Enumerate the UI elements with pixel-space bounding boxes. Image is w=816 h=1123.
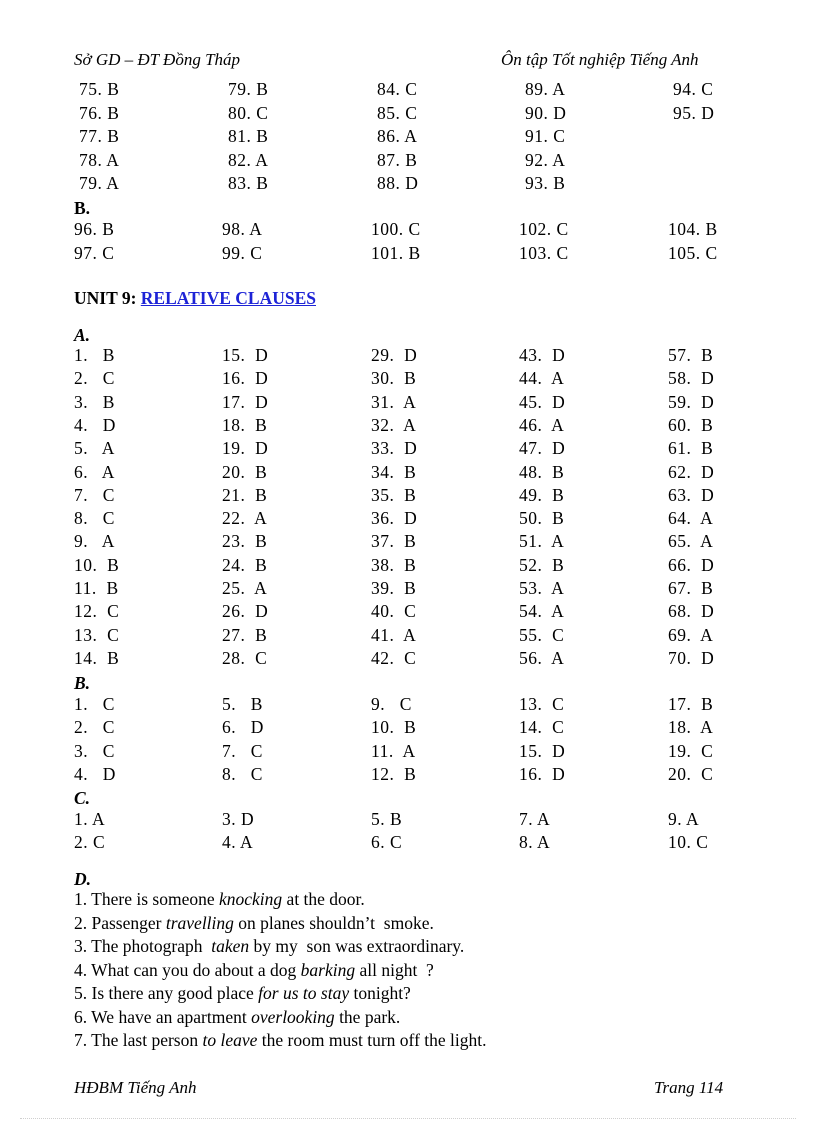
answer-cell: 67. B xyxy=(668,578,714,598)
answer-cell: 6. D xyxy=(222,717,264,738)
answer-cell: 22. A xyxy=(222,508,268,529)
answer-cell: 104. B xyxy=(668,219,718,239)
unit-heading xyxy=(74,288,316,309)
answer-cell: 41. A xyxy=(371,624,417,645)
answer-cell: 9. A xyxy=(668,809,700,829)
answer-cell: 37. B xyxy=(371,531,417,552)
answer-cell: 33. D xyxy=(371,438,418,459)
answer-cell: 79. A xyxy=(79,173,120,193)
answer-cell: 7. A xyxy=(519,809,551,829)
answer-cell: 5. A xyxy=(74,438,115,459)
answer-cell: 103. C xyxy=(519,242,569,263)
answer-cell: 23. B xyxy=(222,531,268,552)
answer-cell: 17. B xyxy=(668,694,714,714)
sentence-text: 7. The last person xyxy=(74,1030,203,1050)
answer-cell: 1. A xyxy=(74,809,106,829)
answer-cell: 88. D xyxy=(377,173,419,193)
relative-clause-phrase: for us to stay xyxy=(258,983,350,1003)
answer-cell: 8. A xyxy=(519,832,551,853)
answer-cell: 29. D xyxy=(371,345,418,365)
answer-cell: 13. C xyxy=(519,694,565,714)
answer-cell: 39. B xyxy=(371,578,417,598)
header-right: Ôn tập Tốt nghiệp Tiếng Anh xyxy=(501,50,699,69)
example-sentence xyxy=(74,1029,487,1052)
sentence-text: 3. The photograph xyxy=(74,936,212,956)
answer-cell: 64. A xyxy=(668,508,714,529)
answer-cell: 36. D xyxy=(371,508,418,529)
answer-cell: 61. B xyxy=(668,438,714,459)
page-bottom-divider xyxy=(20,1118,796,1119)
sentence-text: on planes shouldn’t smoke. xyxy=(233,912,434,933)
sentence-text: 5. Is there any good place xyxy=(74,983,259,1003)
answer-cell: 91. C xyxy=(525,126,566,146)
answer-cell: 11. B xyxy=(74,578,119,598)
answer-cell: 14. B xyxy=(74,647,120,668)
answer-cell: 27. B xyxy=(222,624,268,645)
answer-cell: 84. C xyxy=(377,79,418,99)
answer-cell: 10. C xyxy=(668,832,709,853)
answer-cell: 56. A xyxy=(519,647,565,668)
answer-cell: 102. C xyxy=(519,219,569,239)
answer-cell: 92. A xyxy=(525,149,566,170)
answer-cell: 78. A xyxy=(79,149,120,170)
answer-cell: 47. D xyxy=(519,438,566,459)
answer-cell: 18. A xyxy=(668,717,714,738)
answer-cell: 32. A xyxy=(371,414,417,435)
answer-cell: 19. D xyxy=(222,438,269,459)
answer-cell: 94. C xyxy=(673,79,714,99)
answer-cell: 20. B xyxy=(222,461,268,482)
answer-cell: 24. B xyxy=(222,554,268,575)
answer-cell: 2. C xyxy=(74,717,115,738)
answer-cell: 35. B xyxy=(371,484,417,505)
answer-cell: 15. D xyxy=(519,740,566,761)
answer-cell: 59. D xyxy=(668,391,715,412)
relative-clause-phrase: to leave xyxy=(202,1030,258,1050)
answer-cell: 25. A xyxy=(222,578,268,598)
answer-cell: 90. D xyxy=(525,102,567,123)
answer-cell: 26. D xyxy=(222,601,269,622)
answer-cell: 12. C xyxy=(74,601,120,622)
sentence-text: the park. xyxy=(334,1006,401,1027)
answer-cell: 55. C xyxy=(519,624,565,645)
answer-cell: 7. C xyxy=(222,740,263,761)
sentence-text: by my son was extraordinary. xyxy=(249,936,465,956)
answer-cell: 44. A xyxy=(519,368,565,389)
answer-cell: 12. B xyxy=(371,763,417,784)
answer-cell: 76. B xyxy=(79,102,120,123)
example-sentence xyxy=(74,1006,400,1029)
answer-cell: 20. C xyxy=(668,763,714,784)
header-left: Sở GD – ĐT Đồng Tháp xyxy=(74,50,241,69)
answer-cell: 89. A xyxy=(525,79,566,99)
answer-cell: 9. C xyxy=(371,694,412,714)
answer-cell: 45. D xyxy=(519,391,566,412)
sentence-text: all night ? xyxy=(355,959,434,980)
answer-cell: 16. D xyxy=(222,368,269,389)
answer-cell: 9. A xyxy=(74,531,115,552)
answer-cell: 10. B xyxy=(74,554,120,575)
answer-cell: 13. C xyxy=(74,624,120,645)
answer-cell: 58. D xyxy=(668,368,715,389)
answer-cell: 40. C xyxy=(371,601,417,622)
answer-cell: 49. B xyxy=(519,484,565,505)
answer-cell: 82. A xyxy=(228,149,269,170)
unit-label: UNIT 9: xyxy=(74,288,137,308)
answer-cell: 6. A xyxy=(74,461,115,482)
answer-cell: 2. C xyxy=(74,832,106,853)
answer-cell: 65. A xyxy=(668,531,714,552)
answer-cell: 31. A xyxy=(371,391,417,412)
answer-cell: 53. A xyxy=(519,578,565,598)
example-sentence xyxy=(74,888,365,911)
answer-cell: 77. B xyxy=(79,126,120,146)
sentence-text: the room must turn off the light. xyxy=(257,1030,487,1050)
answer-cell: 2. C xyxy=(74,368,115,389)
answer-cell: 30. B xyxy=(371,368,417,389)
footer-left: HĐBM Tiếng Anh xyxy=(74,1078,197,1097)
example-sentence xyxy=(74,959,434,982)
answer-cell: 8. C xyxy=(222,763,263,784)
answer-cell: 100. C xyxy=(371,219,421,239)
relative-clause-phrase: taken xyxy=(211,936,250,956)
example-sentence xyxy=(74,982,411,1005)
answer-cell: 62. D xyxy=(668,461,715,482)
answer-cell: 42. C xyxy=(371,647,417,668)
answer-cell: 54. A xyxy=(519,601,565,622)
answer-cell: 4. D xyxy=(74,414,116,435)
answer-cell: 75. B xyxy=(79,79,120,99)
answer-cell: 14. C xyxy=(519,717,565,738)
answer-cell: 101. B xyxy=(371,242,421,263)
section-b-label: B. xyxy=(74,673,91,693)
answer-cell: 43. D xyxy=(519,345,566,365)
answer-cell: 98. A xyxy=(222,219,263,239)
answer-cell: 3. B xyxy=(74,391,115,412)
relative-clauses-link[interactable]: RELATIVE CLAUSES xyxy=(140,288,316,308)
answer-cell: 11. A xyxy=(371,740,416,761)
answer-cell: 97. C xyxy=(74,242,115,263)
answer-cell: 80. C xyxy=(228,102,269,123)
sentence-text: 4. What can you do about a dog xyxy=(74,959,301,980)
answer-cell: 95. D xyxy=(673,102,715,123)
answer-cell: 52. B xyxy=(519,554,565,575)
answer-cell: 105. C xyxy=(668,242,718,263)
sentence-text: 1. There is someone xyxy=(74,889,219,909)
answer-cell: 1. B xyxy=(74,345,115,365)
answer-cell: 51. A xyxy=(519,531,565,552)
prev-part-b-label: B. xyxy=(74,198,91,218)
answer-cell: 63. D xyxy=(668,484,715,505)
answer-cell: 7. C xyxy=(74,484,115,505)
answer-cell: 87. B xyxy=(377,149,418,170)
answer-cell: 4. D xyxy=(74,763,116,784)
answer-cell: 85. C xyxy=(377,102,418,123)
answer-cell: 48. B xyxy=(519,461,565,482)
sentence-text: tonight? xyxy=(349,983,411,1003)
relative-clause-phrase: travelling xyxy=(165,912,234,933)
answer-cell: 96. B xyxy=(74,219,115,239)
answer-cell: 6. C xyxy=(371,832,403,853)
answer-cell: 5. B xyxy=(222,694,263,714)
answer-cell: 99. C xyxy=(222,242,263,263)
answer-cell: 50. B xyxy=(519,508,565,529)
answer-cell: 10. B xyxy=(371,717,417,738)
answer-cell: 21. B xyxy=(222,484,268,505)
answer-cell: 8. C xyxy=(74,508,115,529)
answer-cell: 68. D xyxy=(668,601,715,622)
section-d-label: D. xyxy=(74,869,92,889)
answer-cell: 70. D xyxy=(668,647,715,668)
answer-cell: 46. A xyxy=(519,414,565,435)
relative-clause-phrase: barking xyxy=(300,959,356,980)
answer-cell: 16. D xyxy=(519,763,566,784)
answer-cell: 5. B xyxy=(371,809,403,829)
answer-cell: 17. D xyxy=(222,391,269,412)
sentence-text: 6. We have an apartment xyxy=(74,1006,252,1027)
answer-cell: 86. A xyxy=(377,126,418,146)
answer-cell: 93. B xyxy=(525,173,566,193)
sentence-text: 2. Passenger xyxy=(74,912,166,933)
answer-cell: 28. C xyxy=(222,647,268,668)
section-c-label: C. xyxy=(74,788,91,808)
answer-cell: 4. A xyxy=(222,832,254,853)
answer-cell: 3. C xyxy=(74,740,115,761)
answer-cell: 34. B xyxy=(371,461,417,482)
answer-cell: 15. D xyxy=(222,345,269,365)
example-sentence xyxy=(74,912,434,935)
relative-clause-phrase: knocking xyxy=(219,889,283,909)
answer-cell: 60. B xyxy=(668,414,714,435)
answer-cell: 57. B xyxy=(668,345,714,365)
answer-cell: 66. D xyxy=(668,554,715,575)
relative-clause-phrase: overlooking xyxy=(251,1006,335,1027)
answer-cell: 19. C xyxy=(668,740,714,761)
answer-cell: 38. B xyxy=(371,554,417,575)
answer-cell: 79. B xyxy=(228,79,269,99)
section-a-label: A. xyxy=(74,325,91,345)
answer-cell: 1. C xyxy=(74,694,115,714)
answer-cell: 81. B xyxy=(228,126,269,146)
footer-page-number: Trang 114 xyxy=(654,1078,724,1097)
answer-cell: 18. B xyxy=(222,414,268,435)
answer-cell: 3. D xyxy=(222,809,255,829)
sentence-text: at the door. xyxy=(282,889,365,909)
example-sentence xyxy=(74,935,464,958)
answer-cell: 69. A xyxy=(668,624,714,645)
answer-cell: 83. B xyxy=(228,173,269,193)
